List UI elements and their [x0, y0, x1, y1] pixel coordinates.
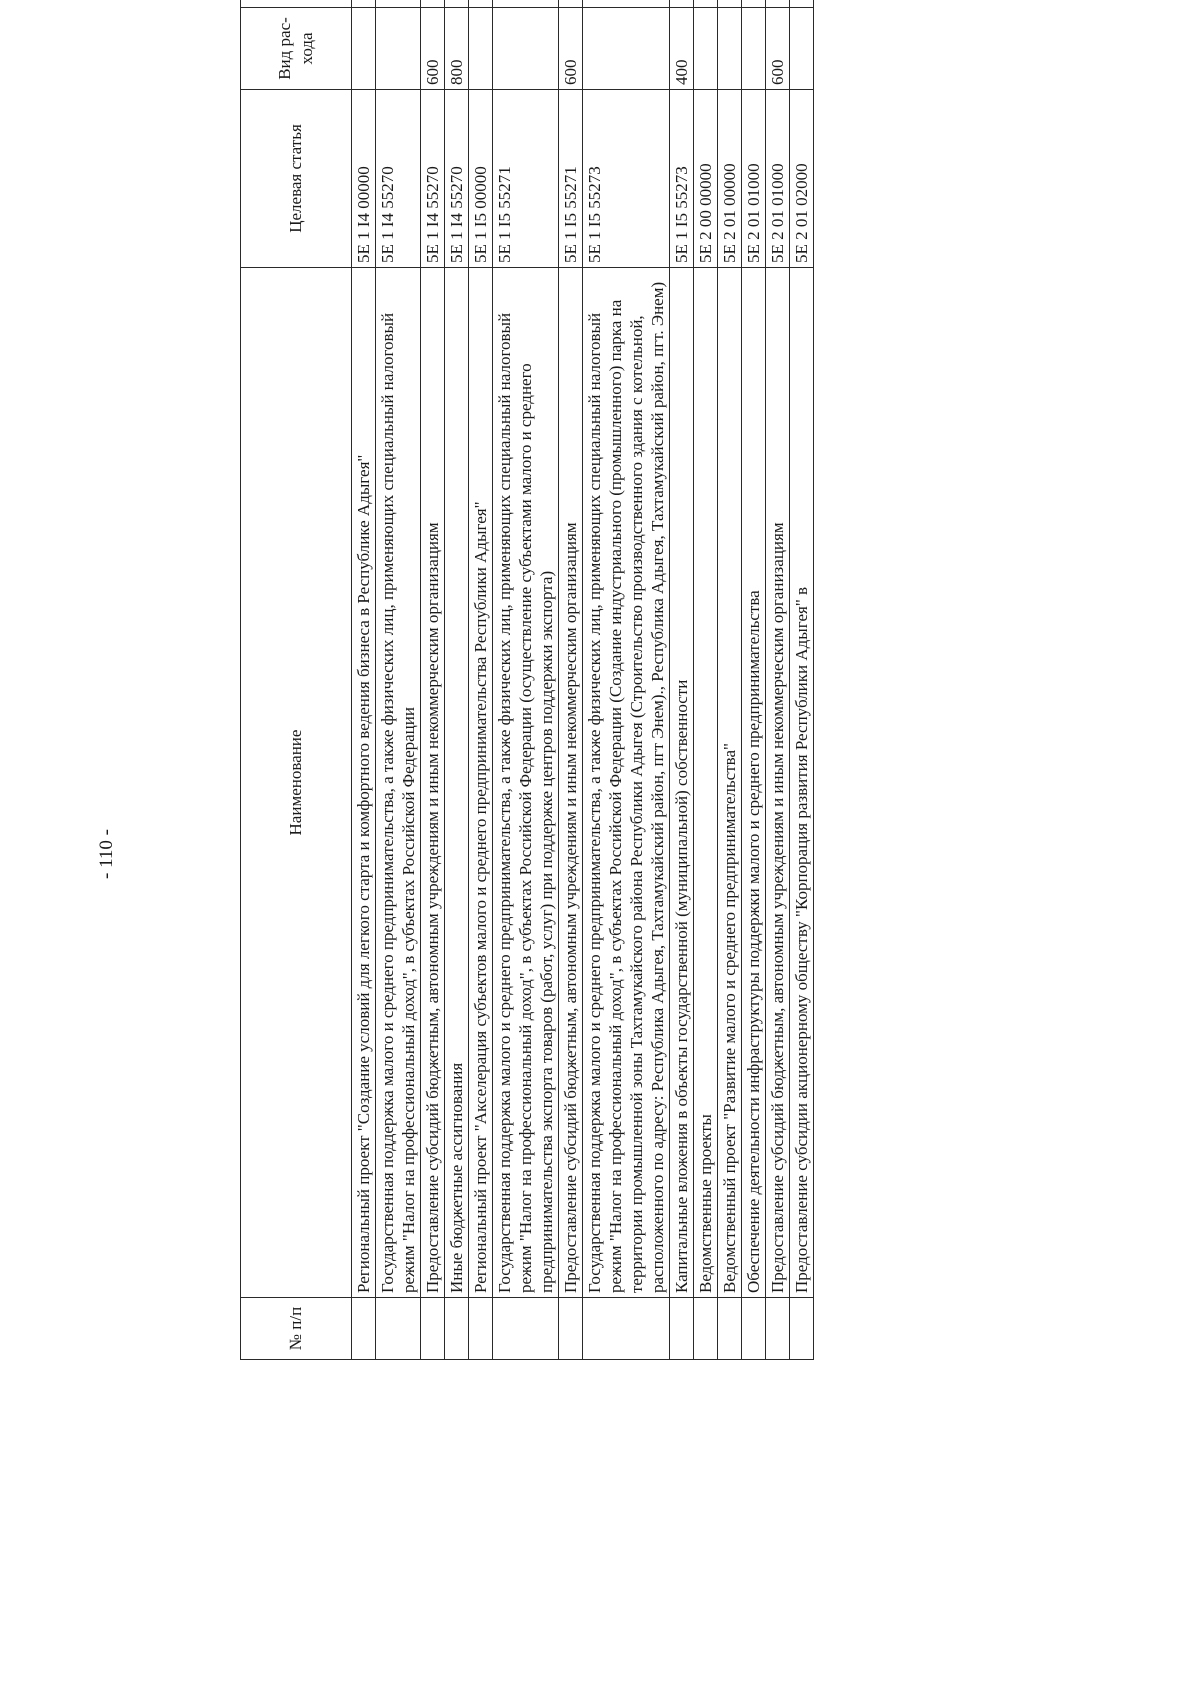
- table-row: [742, 0, 766, 1360]
- row-num: [445, 1298, 469, 1360]
- row-code: 5Е 1 I4 55270: [421, 90, 445, 268]
- row-kind: [469, 8, 493, 90]
- table-row: [718, 0, 742, 1360]
- row-kind: [718, 8, 742, 90]
- row-name: Предоставление субсидии акционерному обществу "Корпорация развития Республики Адыгея" в: [790, 268, 814, 1298]
- row-name: Региональный проект "Акселерация субъектов малого и среднего предпринимательства Республики Адыгея": [469, 268, 493, 1298]
- row-code: 5Е 2 01 02000: [790, 90, 814, 268]
- row-name: Предоставление субсидий бюджетным, автономным учреждениям и иным некоммерческим организациям: [559, 268, 583, 1298]
- row-sum: [421, 0, 445, 8]
- row-code: 5Е 2 00 00000: [694, 90, 718, 268]
- row-name: Ведомственный проект "Развитие малого и среднего предпринимательства": [718, 268, 742, 1298]
- header-name: Наименование: [241, 268, 352, 1298]
- row-code: 5Е 2 01 01000: [766, 90, 790, 268]
- row-num: [742, 1298, 766, 1360]
- row-code: 5Е 1 I5 55273: [583, 90, 670, 268]
- table-row: [352, 0, 376, 1360]
- row-kind: [376, 8, 421, 90]
- row-name: Государственная поддержка малого и среднего предпринимательства, а также физических лиц, применяющих специальный налоговый режим "Налог на профессиональный доход", в субъектах Российской Федерации: [376, 268, 421, 1298]
- table-row: [694, 0, 718, 1360]
- row-sum: [718, 0, 742, 8]
- row-kind: [583, 8, 670, 90]
- row-name: Предоставление субсидий бюджетным, автономным учреждениям и иным некоммерческим организациям: [421, 268, 445, 1298]
- table-row: [445, 0, 469, 1360]
- row-name: Государственная поддержка малого и среднего предпринимательства, а также физических лиц, применяющих специальный налоговый режим "Налог на профессиональный доход", в субъектах Российской Федерации (Создание индустриального (промышленного) парка на территории промышленной зоны Тахтамукайского района Республики Адыгея (Строительство производственного здания с котельной, расположенного по адресу: Республика Адыгея, Тахтамукайский район, пгт Энем)., Республика Адыгея, Тахтамукайский район, пгт. Энем): [583, 268, 670, 1298]
- row-sum: [445, 0, 469, 8]
- table-row: [670, 0, 694, 1360]
- row-kind: 600: [766, 8, 790, 90]
- row-sum: [694, 0, 718, 8]
- row-num: [583, 1298, 670, 1360]
- table-row: [469, 0, 493, 1360]
- table-body: [352, 0, 814, 1360]
- row-num: [718, 1298, 742, 1360]
- row-sum: [790, 0, 814, 8]
- table-row: [559, 0, 583, 1360]
- row-kind: [493, 8, 559, 90]
- row-num: [790, 1298, 814, 1360]
- row-kind: 800: [445, 8, 469, 90]
- row-num: [469, 1298, 493, 1360]
- rotated-page: [240, 0, 890, 1360]
- row-num: [352, 1298, 376, 1360]
- table-row: [421, 0, 445, 1360]
- table-row: [583, 0, 670, 1360]
- row-kind: [742, 8, 766, 90]
- row-sum: [559, 0, 583, 8]
- row-sum: [493, 0, 559, 8]
- header-kind: Вид рас-хода: [241, 8, 352, 90]
- row-sum: [742, 0, 766, 8]
- row-sum: [376, 0, 421, 8]
- row-num: [421, 1298, 445, 1360]
- row-name: Региональный проект "Создание условий для легкого старта и комфортного ведения бизнеса в Республике Адыгея": [352, 268, 376, 1298]
- row-code: 5Е 2 01 01000: [742, 90, 766, 268]
- row-sum: [352, 0, 376, 8]
- row-kind: 600: [559, 8, 583, 90]
- row-code: 5Е 1 I5 55271: [493, 90, 559, 268]
- row-sum: [583, 0, 670, 8]
- row-num: [376, 1298, 421, 1360]
- table-row: [790, 0, 814, 1360]
- row-name: Иные бюджетные ассигнования: [445, 268, 469, 1298]
- row-kind: [352, 8, 376, 90]
- row-name: Обеспечение деятельности инфраструктуры поддержки малого и среднего предпринимательства: [742, 268, 766, 1298]
- row-code: 5Е 1 I4 00000: [352, 90, 376, 268]
- table-row: [493, 0, 559, 1360]
- row-sum: [469, 0, 493, 8]
- row-code: 5Е 2 01 00000: [718, 90, 742, 268]
- row-code: 5Е 1 I4 55270: [445, 90, 469, 268]
- table-row: [376, 0, 421, 1360]
- page-number: - 110 -: [96, 829, 117, 879]
- row-num: [694, 1298, 718, 1360]
- row-num: [493, 1298, 559, 1360]
- row-kind: 600: [421, 8, 445, 90]
- row-kind: 400: [670, 8, 694, 90]
- budget-table: [240, 0, 814, 1360]
- header-num: № п/п: [241, 1298, 352, 1360]
- row-name: Ведомственные проекты: [694, 268, 718, 1298]
- table-header-row: [241, 0, 352, 1360]
- row-kind: [694, 8, 718, 90]
- header-code: Целевая статья: [241, 90, 352, 268]
- table-row: [766, 0, 790, 1360]
- row-num: [766, 1298, 790, 1360]
- row-code: 5Е 1 I4 55270: [376, 90, 421, 268]
- row-name: Капитальные вложения в объекты государственной (муниципальной) собственности: [670, 268, 694, 1298]
- row-num: [670, 1298, 694, 1360]
- header-sum: [241, 0, 352, 8]
- row-sum: [766, 0, 790, 8]
- row-code: 5Е 1 I5 55271: [559, 90, 583, 268]
- row-code: 5Е 1 I5 55273: [670, 90, 694, 268]
- row-sum: [670, 0, 694, 8]
- row-name: Предоставление субсидий бюджетным, автономным учреждениям и иным некоммерческим организациям: [766, 268, 790, 1298]
- row-kind: [790, 8, 814, 90]
- row-num: [559, 1298, 583, 1360]
- row-name: Государственная поддержка малого и среднего предпринимательства, а также физических лиц, применяющих специальный налоговый режим "Налог на профессиональный доход", в субъектах Российской Федерации (осуществление субъектами малого и среднего предпринимательства экспорта товаров (работ, услуг) при поддержке центров поддержки экспорта): [493, 268, 559, 1298]
- row-code: 5Е 1 I5 00000: [469, 90, 493, 268]
